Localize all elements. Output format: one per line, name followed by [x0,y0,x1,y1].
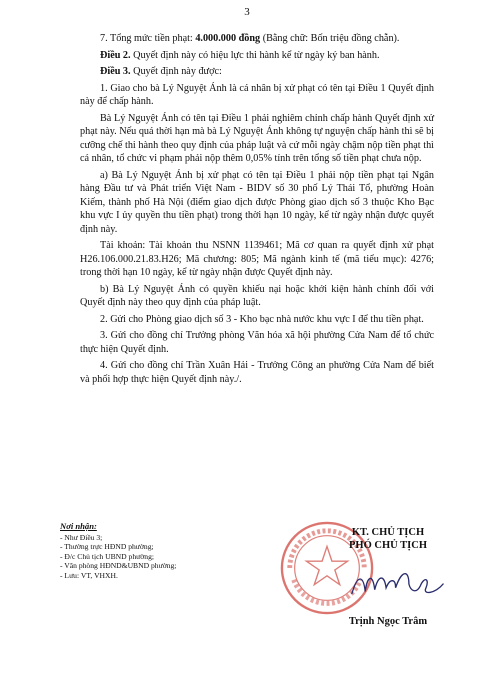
clause-3: 3. Gửi cho đồng chí Trưởng phòng Văn hóa xã hội phường Cửa Nam để tổ chức thực hiện Quyết định. [80,330,434,355]
recipients-block [60,522,290,581]
bank-account-info: Tài khoản: Tài khoản thu NSNN 1139461; Mã cơ quan ra quyết định xử phạt H26.106.000.21.83.H26; Mã chương: 805; Mã ngành kinh tế (mã tiểu mục): 4276; trong thời hạn 10 ngày, kể từ ngày nhận được Quyết định này. [80,240,434,278]
article-3: Điều 3. Quyết định này được: [100,66,222,77]
document-footer [60,521,480,627]
clause-4: 4. Gửi cho đồng chí Trần Xuân Hải - Trưởng Công an phường Cửa Nam để biết và phối hợp thực hiện Quyết định này./. [80,360,434,385]
signature-block [298,522,478,627]
signature-title-1: KT. CHỦ TỊCH [351,527,425,538]
signature-title-2: PHÓ CHỦ TỊCH [349,540,427,551]
total-fine-line: 7. Tổng mức tiền phạt: 4.000.000 đồng (Bằng chữ: Bốn triệu đồng chẵn). [100,33,400,44]
recipient-item: - Đ/c Chủ tịch UBND phường; [60,551,154,561]
signer-name: Trịnh Ngọc Trâm [348,616,428,627]
clause-1a: a) Bà Lý Nguyệt Ánh bị xử phạt có tên tại Điều 1 phải nộp tiền phạt tại Ngân hàng Đầu tư và Phát triển Việt Nam - BIDV số 30 phố Lý Thái Tổ, phường Hoàn Kiếm, thành phố Hà Nội (điểm giao dịch được Phòng giao dịch số 3 thuộc Kho Bạc khu vực I ủy quyền thu tiền phạt) trong thời hạn 10 ngày, kể từ ngày nhận được quyết định này. [80,169,434,235]
clause-2: 2. Gửi cho Phòng giao dịch số 3 - Kho bạc nhà nước khu vực I để thu tiền phạt. [100,313,424,325]
clause-1b: b) Bà Lý Nguyệt Ánh có quyền khiếu nại hoặc khởi kiện hành chính đối với Quyết định này theo quy định của pháp luật. [80,283,434,308]
clause-1-compliance: Bà Lý Nguyệt Ánh có tên tại Điều 1 phải nghiêm chỉnh chấp hành Quyết định xử phạt này. Nếu quá thời hạn mà bà Lý Nguyệt Ánh không tự nguyện chấp hành thì sẽ bị cưỡng chế thi hành theo quy định của pháp luật và cứ mỗi ngày chậm nộp tiền phạt thì cá nhân, tổ chức vi phạm phải nộp thêm 0,05% tính trên tổng số tiền phạt chưa nộp. [80,112,434,164]
handwritten-signature-icon [350,564,445,604]
clause-1: 1. Giao cho bà Lý Nguyệt Ánh là cá nhân bị xử phạt có tên tại Điều 1 Quyết định này để chấp hành. [80,82,434,107]
decision-body [80,32,434,389]
article-2: Điều 2. Quyết định này có hiệu lực thi hành kể từ ngày ký ban hành. [100,49,380,61]
recipient-item: - Như Điều 3; [60,532,103,542]
page-number: 3 [244,6,250,18]
recipient-item: - Thường trực HĐND phường; [60,542,154,552]
recipients-list [60,533,290,581]
recipient-item: - Lưu: VT, VHXH. [60,570,118,580]
recipients-title: Nơi nhận: [60,521,97,531]
recipient-item: - Văn phòng HĐND&UBND phường; [60,561,177,571]
